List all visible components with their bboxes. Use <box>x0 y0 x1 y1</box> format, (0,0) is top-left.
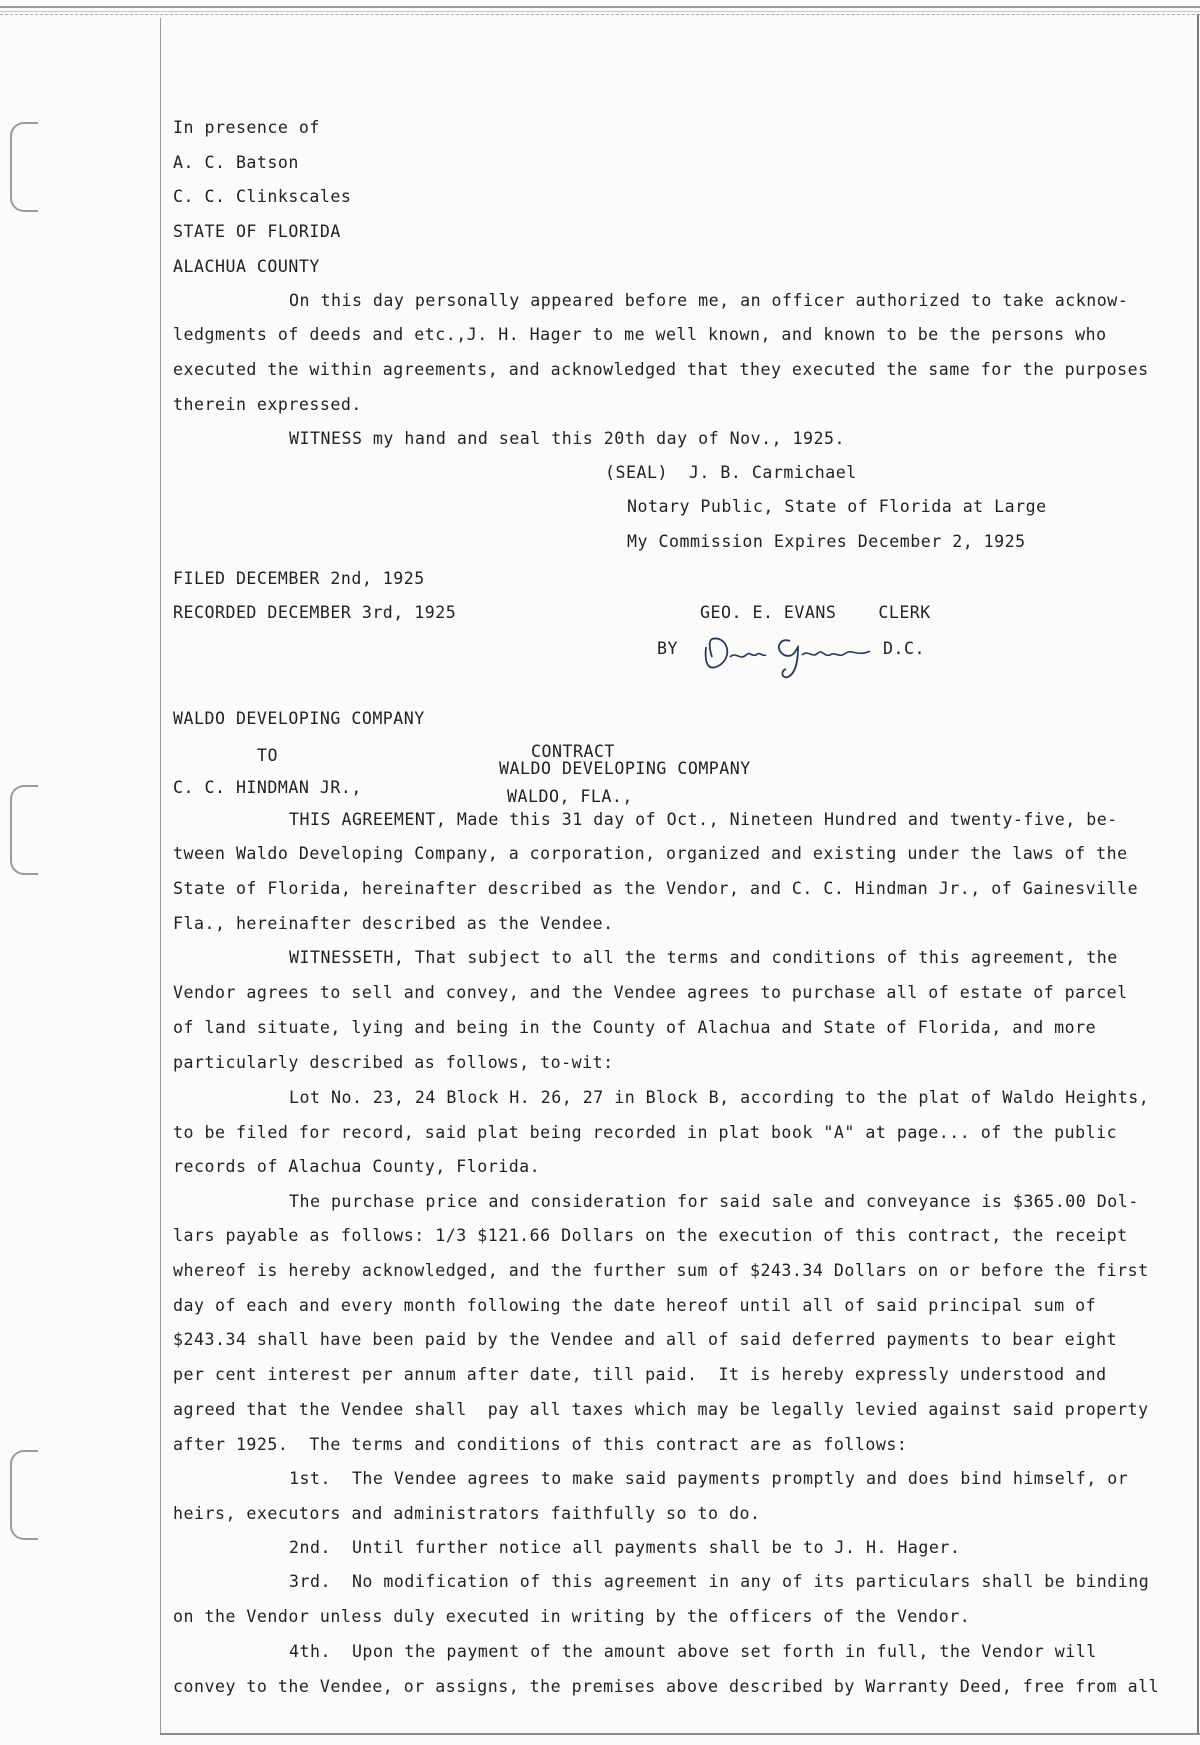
agreement-line-21: heirs, executors and administrators faithfully so to do. <box>173 1504 761 1523</box>
ack-line-1: On this day personally appeared before me, an officer authorized to take acknow- <box>289 291 1129 310</box>
agreement-line-4: Fla., hereinafter described as the Vendee. <box>173 914 614 933</box>
agreement-line-26: convey to the Vendee, or assigns, the premises above described by Warranty Deed, free from all <box>173 1677 1160 1696</box>
agreement-line-15: day of each and every month following the date hereof until all of said principal sum of <box>173 1296 1097 1315</box>
left-margin-line <box>160 18 161 1733</box>
binder-hole-top <box>10 122 38 212</box>
agreement-line-17: per cent interest per annum after date, till paid. It is hereby expressly understood and <box>173 1365 1107 1384</box>
agreement-line-22: 2nd. Until further notice all payments shall be to J. H. Hager. <box>289 1538 961 1557</box>
agreement-line-6: Vendor agrees to sell and convey, and the Vendee agrees to purchase all of estate of parcel <box>173 983 1128 1002</box>
agreement-line-3: State of Florida, hereinafter described as the Vendor, and C. C. Hindman Jr., of Gainesville <box>173 879 1139 898</box>
ack-line-4: therein expressed. <box>173 395 362 414</box>
agreement-line-23: 3rd. No modification of this agreement in any of its particulars shall be binding <box>289 1572 1150 1591</box>
ack-line-2: ledgments of deeds and etc.,J. H. Hager to me well known, and known to be the persons who <box>173 325 1107 344</box>
contract-place: WALDO, FLA., <box>507 787 633 806</box>
agreement-line-16: $243.34 shall have been paid by the Vendee and all of said deferred payments to bear eight <box>173 1330 1118 1349</box>
notary-line-1: (SEAL) J. B. Carmichael <box>605 463 857 482</box>
filed-line: FILED DECEMBER 2nd, 1925 <box>173 569 425 588</box>
binder-hole-middle <box>10 785 38 875</box>
agreement-line-8: particularly described as follows, to-wit: <box>173 1053 614 1072</box>
clerk-signature <box>700 627 880 679</box>
agreement-line-13: lars payable as follows: 1/3 $121.66 Dollars on the execution of this contract, the receipt <box>173 1226 1128 1245</box>
bottom-border <box>160 1733 1200 1735</box>
contract-party-to: C. C. HINDMAN JR., <box>173 778 362 797</box>
agreement-line-24: on the Vendor unless duly executed in writing by the officers of the Vendor. <box>173 1607 971 1626</box>
agreement-line-9: Lot No. 23, 24 Block H. 26, 27 in Block B, according to the plat of Waldo Heights, <box>289 1088 1150 1107</box>
top-border-secondary <box>0 14 1200 15</box>
agreement-line-25: 4th. Upon the payment of the amount above set forth in full, the Vendor will <box>289 1642 1097 1661</box>
agreement-line-14: whereof is hereby acknowledged, and the further sum of $243.34 Dollars on or before the first <box>173 1261 1149 1280</box>
witness-2: C. C. Clinkscales <box>173 187 352 206</box>
notary-line-3: My Commission Expires December 2, 1925 <box>627 532 1026 551</box>
right-edge-line <box>1197 14 1199 1734</box>
agreement-line-7: of land situate, lying and being in the County of Alachua and State of Florida, and more <box>173 1018 1097 1037</box>
agreement-line-1: THIS AGREEMENT, Made this 31 day of Oct., Nineteen Hundred and twenty-five, be- <box>289 810 1118 829</box>
agreement-line-12: The purchase price and consideration for said sale and conveyance is $365.00 Dol- <box>289 1192 1139 1211</box>
ack-line-5: WITNESS my hand and seal this 20th day of Nov., 1925. <box>289 429 845 448</box>
binder-hole-bottom <box>10 1450 38 1540</box>
recorded-line: RECORDED DECEMBER 3rd, 1925 <box>173 603 457 622</box>
contract-title: CONTRACT <box>531 742 615 761</box>
contract-to: TO <box>257 746 278 765</box>
notary-line-2: Notary Public, State of Florida at Large <box>627 497 1047 516</box>
witness-1: A. C. Batson <box>173 153 299 172</box>
agreement-line-10: to be filed for record, said plat being recorded in plat book "A" at page... of the public <box>173 1123 1118 1142</box>
contract-issuer: WALDO DEVELOPING COMPANY <box>499 759 751 778</box>
agreement-line-11: records of Alachua County, Florida. <box>173 1157 541 1176</box>
county-line: ALACHUA COUNTY <box>173 257 320 276</box>
clerk-line: GEO. E. EVANS CLERK <box>700 603 931 622</box>
state-line: STATE OF FLORIDA <box>173 222 341 241</box>
dc-label: D.C. <box>883 639 925 658</box>
agreement-line-2: tween Waldo Developing Company, a corporation, organized and existing under the laws of the <box>173 844 1128 863</box>
agreement-line-18: agreed that the Vendee shall pay all taxes which may be legally levied against said property <box>173 1400 1149 1419</box>
witness-heading: In presence of <box>173 118 320 137</box>
by-label: BY <box>657 639 678 658</box>
contract-party-from: WALDO DEVELOPING COMPANY <box>173 709 425 728</box>
top-border <box>0 6 1200 12</box>
agreement-line-19: after 1925. The terms and conditions of this contract are as follows: <box>173 1435 908 1454</box>
agreement-line-5: WITNESSETH, That subject to all the terms and conditions of this agreement, the <box>289 948 1118 967</box>
ack-line-3: executed the within agreements, and acknowledged that they executed the same for the purposes <box>173 360 1149 379</box>
agreement-line-20: 1st. The Vendee agrees to make said payments promptly and does bind himself, or <box>289 1469 1129 1488</box>
